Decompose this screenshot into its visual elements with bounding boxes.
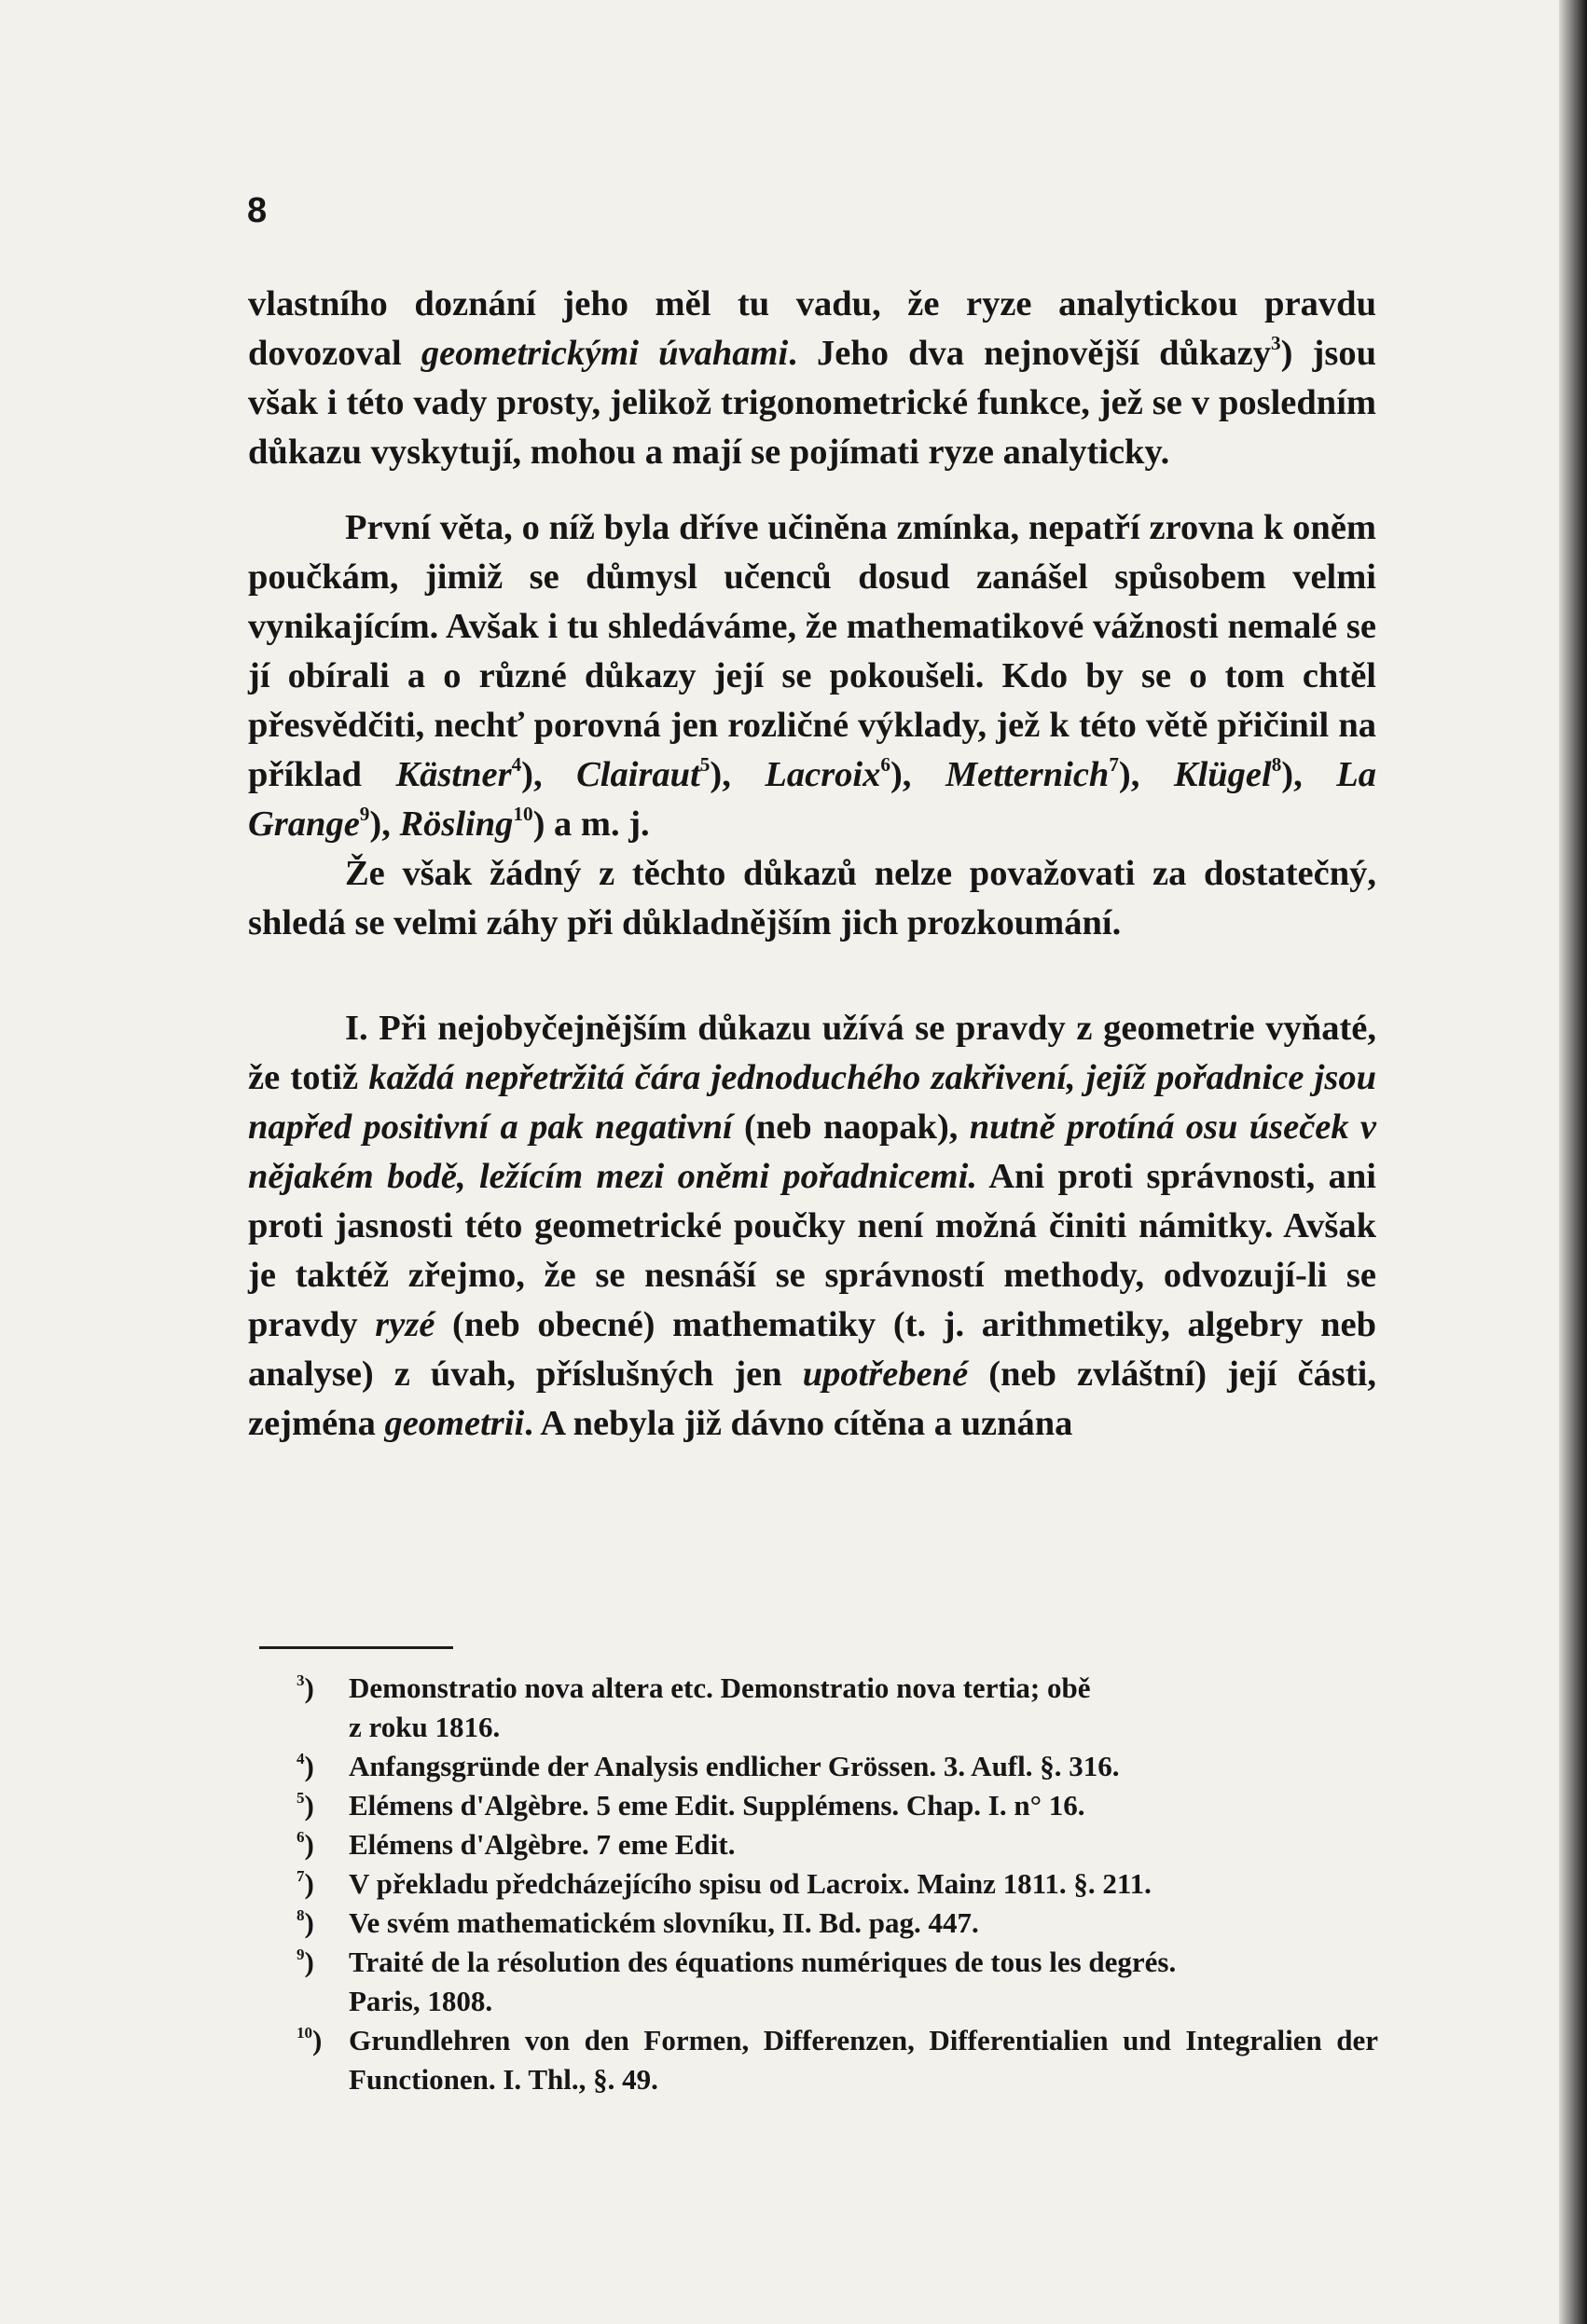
footnote-line: Grundlehren von den Formen, Differenzen, Differentialien und Integralien der Functionen. I. Thl., §. 49. (349, 2024, 1378, 2096)
italic-text: geometrii (384, 1404, 525, 1443)
footnote-line: Demonstratio nova altera etc. Demonstratio nova tertia; obě (349, 1671, 1091, 1704)
footnote-reference: 4 (511, 753, 522, 777)
footnote-marker: $^6$) (297, 1828, 314, 1861)
text-run: ), (1281, 755, 1337, 794)
text-run: ), (890, 755, 945, 794)
page-edge (1559, 0, 1587, 2324)
footnote-marker: $^8$) (297, 1906, 314, 1939)
footnote-line: Paris, 1808. (349, 1985, 493, 2017)
italic-text: každá nepřetržitá čára jednoduchého zakřivení, jejíž pořadnice jsou napřed positivní a pak negativní (248, 1058, 1376, 1147)
footnote-reference: 5 (699, 753, 711, 777)
footnote-text (349, 1943, 1378, 2021)
footnote-line: Elémens d'Algèbre. 5 eme Edit. Supplémens. Chap. I. n° 16. (349, 1789, 1085, 1822)
text-run: . Jeho dva nejnovější důkazy (788, 334, 1271, 373)
page-number: 8 (247, 191, 268, 230)
italic-text: La Grange (248, 755, 1377, 844)
footnote-marker: $^3$) (297, 1671, 314, 1704)
footnote-text (349, 2021, 1378, 2099)
footnote-line: Traité de la résolution des équations numériques de tous les degrés. (349, 1946, 1177, 1978)
footnote-marker: $^9$) (297, 1946, 314, 1978)
text-run: vlastního doznání jeho měl tu vadu, že ryze analytickou pravdu dovozoval (248, 284, 1376, 373)
italic-text: geometrickými úvahami (421, 334, 789, 373)
italic-text: Kästner (395, 755, 512, 794)
footnote-reference: 8 (1271, 753, 1282, 777)
text-run: (neb obecné) mathematiky (t. j. arithmetiky, algebry neb analyse) z úvah, příslušných jen (248, 1305, 1376, 1394)
footnote-line: z roku 1816. (349, 1711, 501, 1743)
paragraph-3 (248, 849, 1376, 948)
italic-text: Klügel (1173, 755, 1272, 794)
footnote-number: 9 (297, 1946, 305, 1964)
text-run: ), (369, 804, 400, 844)
footnote-reference: 10 (513, 803, 533, 826)
footnote-number: 3 (297, 1671, 305, 1690)
text-run: (neb zvláštní) její části, zejména (248, 1355, 1376, 1443)
footnote-number: 7 (297, 1867, 305, 1886)
footnote-marker: $^{10}$) (297, 2024, 323, 2056)
text-run: I. Při nejobyčejnějším důkazu užívá se pravdy z geometrie vyňaté, že totiž (248, 1009, 1376, 1097)
footnote (297, 2021, 1378, 2099)
italic-text: Rösling (399, 804, 514, 844)
footnote-marker: $^4$) (297, 1750, 314, 1782)
italic-text: upotřebené (802, 1355, 969, 1394)
footnote-text (349, 1864, 1378, 1904)
footnote-text (349, 1904, 1378, 1943)
footnote-text (349, 1669, 1378, 1747)
text-run: První věta, o níž byla dříve učiněna zmínka, nepatří zrovna k oněm poučkám, jimiž se důmysl učenců dosud zanášel spůsobem velmi vynikajícím. Avšak i tu shledáváme, že mathematikové vážnosti nemalé se jí obírali a o různé důkazy její se pokoušeli. Kdo by se o tom chtěl přesvědčiti, nechť porovná jen rozličné výklady, jež k této větě přičinil na příklad (248, 508, 1376, 794)
footnote-number: 4 (297, 1750, 305, 1768)
footnote-number: 8 (297, 1906, 305, 1925)
footnote (297, 1825, 1378, 1864)
footnote-text (349, 1825, 1378, 1864)
italic-text: Clairaut (576, 755, 700, 794)
footnote-marker: $^7$) (297, 1867, 314, 1900)
footnote (297, 1669, 1378, 1747)
footnotes (297, 1669, 1378, 2099)
footnote-reference: 7 (1109, 753, 1119, 777)
footnote-number: 5 (297, 1789, 305, 1808)
footnote (297, 1786, 1378, 1825)
footnote-marker: $^5$) (297, 1789, 314, 1822)
text-run: ), (710, 755, 766, 794)
footnote (297, 1864, 1378, 1904)
footnote-line: Anfangsgründe der Analysis endlicher Grössen. 3. Aufl. §. 316. (349, 1750, 1120, 1782)
text-run: ), (521, 755, 577, 794)
paragraph-4 (248, 1004, 1376, 1449)
footnote-number: 10 (297, 2024, 313, 2042)
italic-text: Lacroix (765, 755, 881, 794)
text-run: Že však žádný z těchto důkazů nelze považovati za dostatečný, shledá se velmi záhy při důkladnějším jich prozkoumání. (248, 854, 1376, 942)
text-run: ) a m. j. (532, 804, 650, 844)
italic-text: nutně protíná osu úseček v nějakém bodě, ležícím mezi oněmi pořadnicemi. (248, 1107, 1377, 1196)
main-text (248, 280, 1376, 1449)
footnote (297, 1747, 1378, 1786)
footnote-reference: 6 (880, 753, 890, 777)
footnote (297, 1904, 1378, 1943)
paragraph-2 (248, 503, 1376, 849)
footnote-reference: 9 (359, 803, 370, 826)
footnote-divider (259, 1646, 453, 1649)
text-run: ) jsou však i této vady prosty, jelikož trigonometrické funkce, jež se v posledním důkazu vyskytují, mohou a mají se pojímati ryze analyticky. (248, 334, 1377, 472)
text-run: (neb naopak), (732, 1107, 970, 1147)
footnote-line: Ve svém mathematickém slovníku, II. Bd. pag. 447. (349, 1906, 979, 1939)
footnote-reference: 3 (1270, 332, 1281, 355)
footnote-text (349, 1786, 1378, 1825)
italic-text: Metternich (945, 755, 1110, 794)
text-run: Ani proti správnosti, ani proti jasnosti této geometrické poučky není možná činiti námitky. Avšak je taktéž zřejmo, že se nesnáší se správností methody, odvozují-li se pravdy (248, 1157, 1376, 1344)
footnote-line: V překladu předcházejícího spisu od Lacroix. Mainz 1811. §. 211. (349, 1867, 1152, 1900)
footnote-number: 6 (297, 1828, 305, 1847)
text-run: ), (1118, 755, 1174, 794)
footnote (297, 1943, 1378, 2021)
italic-text: ryzé (375, 1305, 435, 1344)
paragraph-1 (248, 280, 1376, 477)
text-run: . A nebyla již dávno cítěna a uznána (524, 1404, 1073, 1443)
footnote-line: Elémens d'Algèbre. 7 eme Edit. (349, 1828, 736, 1861)
footnote-text (349, 1747, 1378, 1786)
